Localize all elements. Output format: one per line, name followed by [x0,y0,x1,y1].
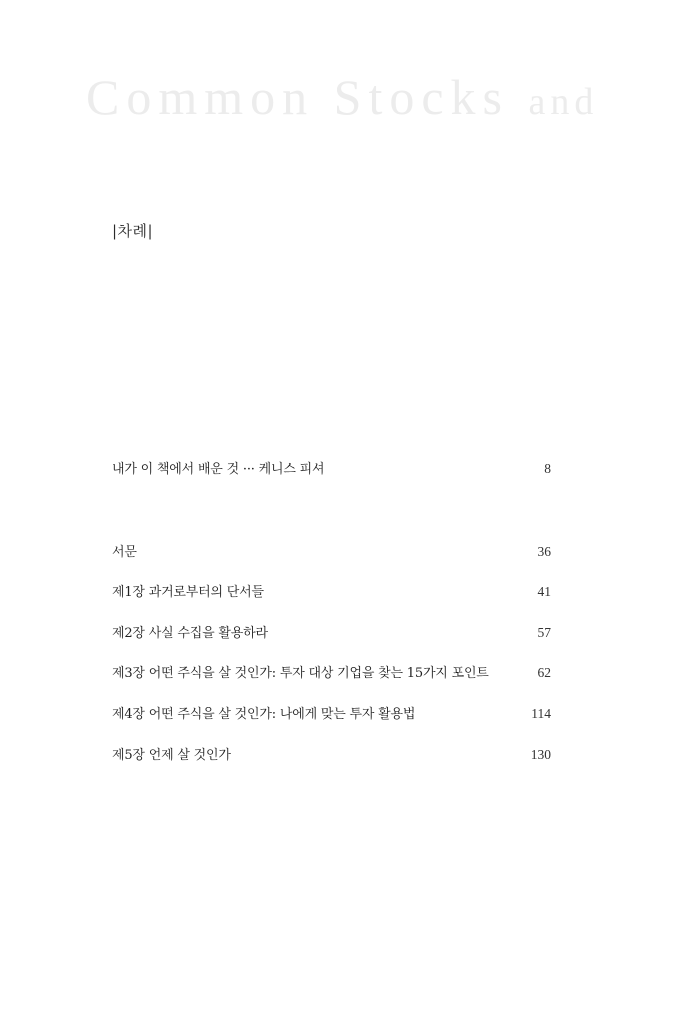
toc-entry-title: 제4장 어떤 주식을 살 것인가: 나에게 맞는 투자 활용법 [112,707,416,722]
toc-entry-page: 57 [537,625,551,640]
toc-entry-page: 114 [531,706,551,721]
toc-entry-foreword-fisher[interactable] [112,458,551,477]
toc-entry-preface[interactable] [112,541,551,560]
toc-entry-chapter-2[interactable] [112,622,551,641]
toc-entry-title: 내가 이 책에서 배운 것 ··· 케니스 피셔 [112,462,325,477]
watermark-main: Common Stocks [86,69,509,125]
toc-entry-title: 제3장 어떤 주식을 살 것인가: 투자 대상 기업을 찾는 15가지 포인트 [112,666,489,681]
toc-entry-page: 41 [537,584,551,599]
toc-entry-chapter-5[interactable] [112,744,551,763]
toc-entry-title: 제5장 언제 살 것인가 [112,748,231,763]
toc-entry-page: 8 [544,461,551,476]
toc-entry-chapter-3[interactable] [112,662,551,681]
toc-entry-title: 제1장 과거로부터의 단서들 [112,585,264,600]
title-watermark [86,69,599,125]
toc-entry-chapter-1[interactable] [112,581,551,600]
toc-entry-title: 제2장 사실 수집을 활용하라 [112,626,268,641]
toc-entry-page: 36 [537,544,551,559]
toc-entry-title: 서문 [112,545,137,560]
toc-entry-page: 130 [530,747,551,762]
toc-entry-page: 62 [537,665,551,680]
toc-heading: |차례| [112,222,154,240]
toc-entry-chapter-4[interactable] [112,703,551,722]
watermark-tail: and [528,81,599,123]
